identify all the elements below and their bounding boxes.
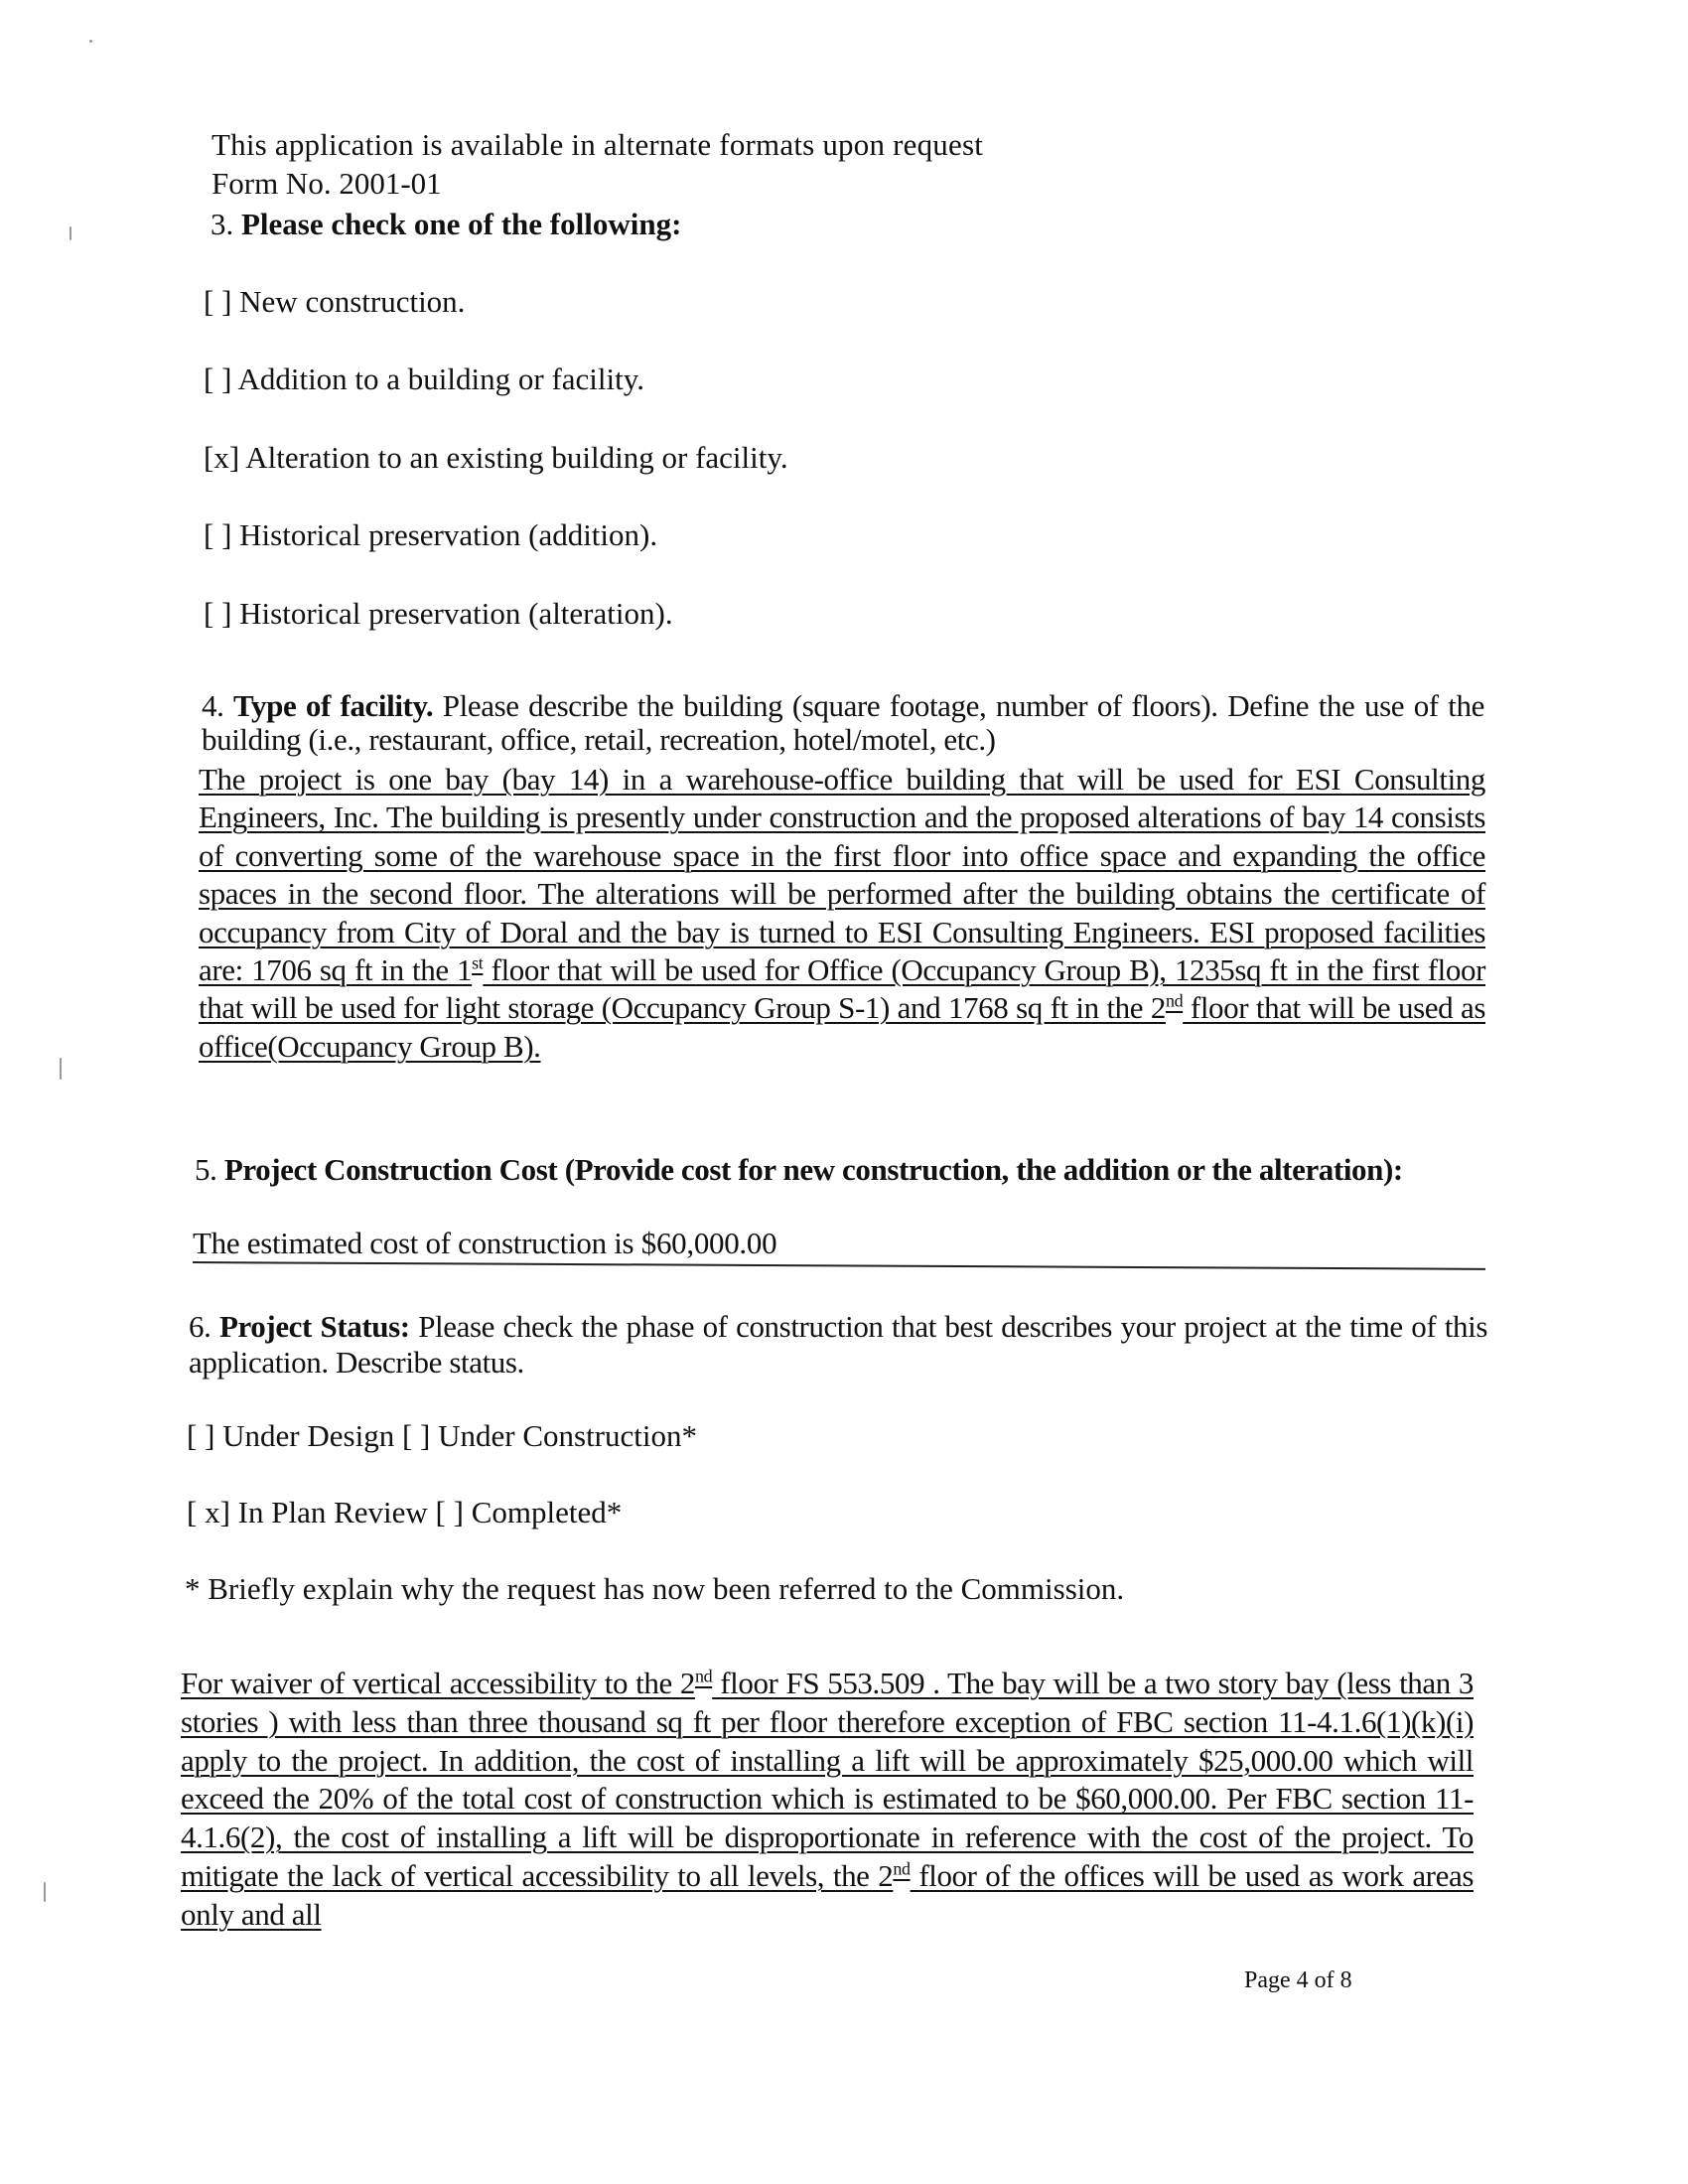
section5-number: 5. (195, 1152, 217, 1187)
status-label-in-plan-review: In Plan Review (237, 1495, 428, 1529)
section5-heading (195, 1152, 1485, 1188)
scan-speck (70, 226, 71, 240)
section4-answer-text-1: The project is one bay (bay 14) in a warehouse-office building that will be used for ESI Consulting Engineers, Inc. The building is presently under construction and the proposed alterations of bay 14 consists of converting some of the warehouse space in the first floor into office space and expanding the office spaces in the second floor. The alterations will be performed after the building obtains the certificate of occupancy from City of Doral and the bay is turned to ESI Consulting Engineers. ESI proposed facilities are: 1706 sq ft in the 1 (199, 762, 1485, 988)
section3-number: 3. (211, 207, 234, 241)
checkbox-alteration[interactable]: [x] (204, 440, 240, 475)
checkbox-historical-alteration[interactable]: [ ] (204, 596, 232, 631)
scan-speck (89, 40, 92, 43)
section6-prompt-text: Please check the phase of construction that best describes your project at the time of this application. Describe status. (189, 1309, 1487, 1380)
section4-answer-text-3: floor that will be used as office(Occupancy Group B). (199, 990, 1485, 1064)
checkbox-under-construction[interactable]: [ ] (401, 1418, 431, 1453)
section6-prompt (189, 1309, 1487, 1381)
checkbox-addition[interactable]: [ ] (204, 362, 232, 396)
option-label: Historical preservation (alteration). (239, 596, 673, 631)
option-label: New construction. (239, 284, 466, 319)
checkbox-completed[interactable]: [ ] (435, 1495, 464, 1529)
section6-number: 6. (189, 1309, 211, 1344)
section5-answer[interactable]: The estimated cost of construction is $60,000.00 (193, 1226, 777, 1260)
availability-note: This application is available in alternate formats upon request (211, 127, 984, 162)
option-historical-alteration[interactable] (204, 596, 673, 632)
explain-answer-text-3: floor of the offices will be used as work areas only and all (181, 1857, 1474, 1932)
status-label-under-construction: Under Construction* (438, 1418, 697, 1453)
option-new-construction[interactable] (204, 284, 465, 320)
section3-title: Please check one of the following: (241, 207, 682, 241)
section4-prompt (202, 689, 1484, 757)
status-line-1 (187, 1418, 697, 1454)
checkbox-historical-addition[interactable]: [ ] (204, 517, 232, 552)
option-alteration[interactable] (204, 440, 788, 476)
explain-answer-text-1: For waiver of vertical accessibility to the 2 (181, 1666, 695, 1700)
scan-speck (44, 1882, 46, 1902)
form-number: Form No. 2001-01 (211, 166, 442, 201)
section5-answer-underline (193, 1261, 1485, 1270)
section4-answer-text-2: floor that will be used for Office (Occupancy Group B), 1235sq ft in the first floor that will be used for light storage (Occupancy Group S-1) and 1768 sq ft in the 2 (199, 952, 1485, 1026)
status-line-2 (187, 1495, 622, 1530)
checkbox-under-design[interactable]: [ ] (187, 1418, 215, 1453)
section3-heading (211, 207, 681, 242)
section4-number: 4. (202, 688, 224, 723)
status-label-under-design: Under Design (222, 1418, 395, 1453)
option-label: Historical preservation (addition). (239, 517, 658, 552)
option-label: Alteration to an existing building or facility. (245, 440, 788, 475)
section4-answer[interactable] (199, 761, 1485, 1066)
explain-prompt: * Briefly explain why the request has now been referred to the Commission. (185, 1571, 1125, 1606)
superscript: nd (893, 1858, 911, 1879)
explain-answer-text-2: floor FS 553.509 . The bay will be a two story bay (less than 3 stories ) with less than three thousand sq ft per floor therefore exception of FBC section 11-4.1.6(1)(k)(i) apply to the project. In addition, the cost of installing a lift will be approximately $25,000.00 which will exceed the 20% of the total cost of construction which is estimated to be $60,000.00. Per FBC section 11-4.1.6(2), the cost of installing a lift will be disproportionate in reference with the cost of the project. To mitigate the lack of vertical accessibility to all levels, the 2 (181, 1666, 1475, 1893)
scan-speck (60, 1058, 62, 1080)
explain-answer[interactable] (181, 1665, 1474, 1935)
option-label: Addition to a building or facility. (237, 362, 644, 396)
checkbox-in-plan-review[interactable]: [ x] (187, 1495, 230, 1529)
option-historical-addition[interactable] (204, 517, 657, 553)
superscript: nd (694, 1666, 713, 1686)
section6-title: Project Status: (218, 1309, 410, 1344)
section5-title: Project Construction Cost (Provide cost for new construction, the addition or the alteration): (223, 1152, 1403, 1187)
checkbox-new-construction[interactable]: [ ] (204, 284, 232, 319)
option-addition[interactable] (204, 362, 644, 397)
status-label-completed: Completed* (471, 1495, 623, 1529)
section4-prompt-text: Please describe the building (square footage, number of floors). Define the use of the building (i.e., restaurant, office, retail, recreation, hotel/motel, etc.) (202, 688, 1484, 757)
superscript: st (472, 952, 484, 973)
section4-title: Type of facility. (233, 688, 434, 723)
superscript: nd (1165, 991, 1184, 1012)
page-number: Page 4 of 8 (1244, 1967, 1352, 1993)
